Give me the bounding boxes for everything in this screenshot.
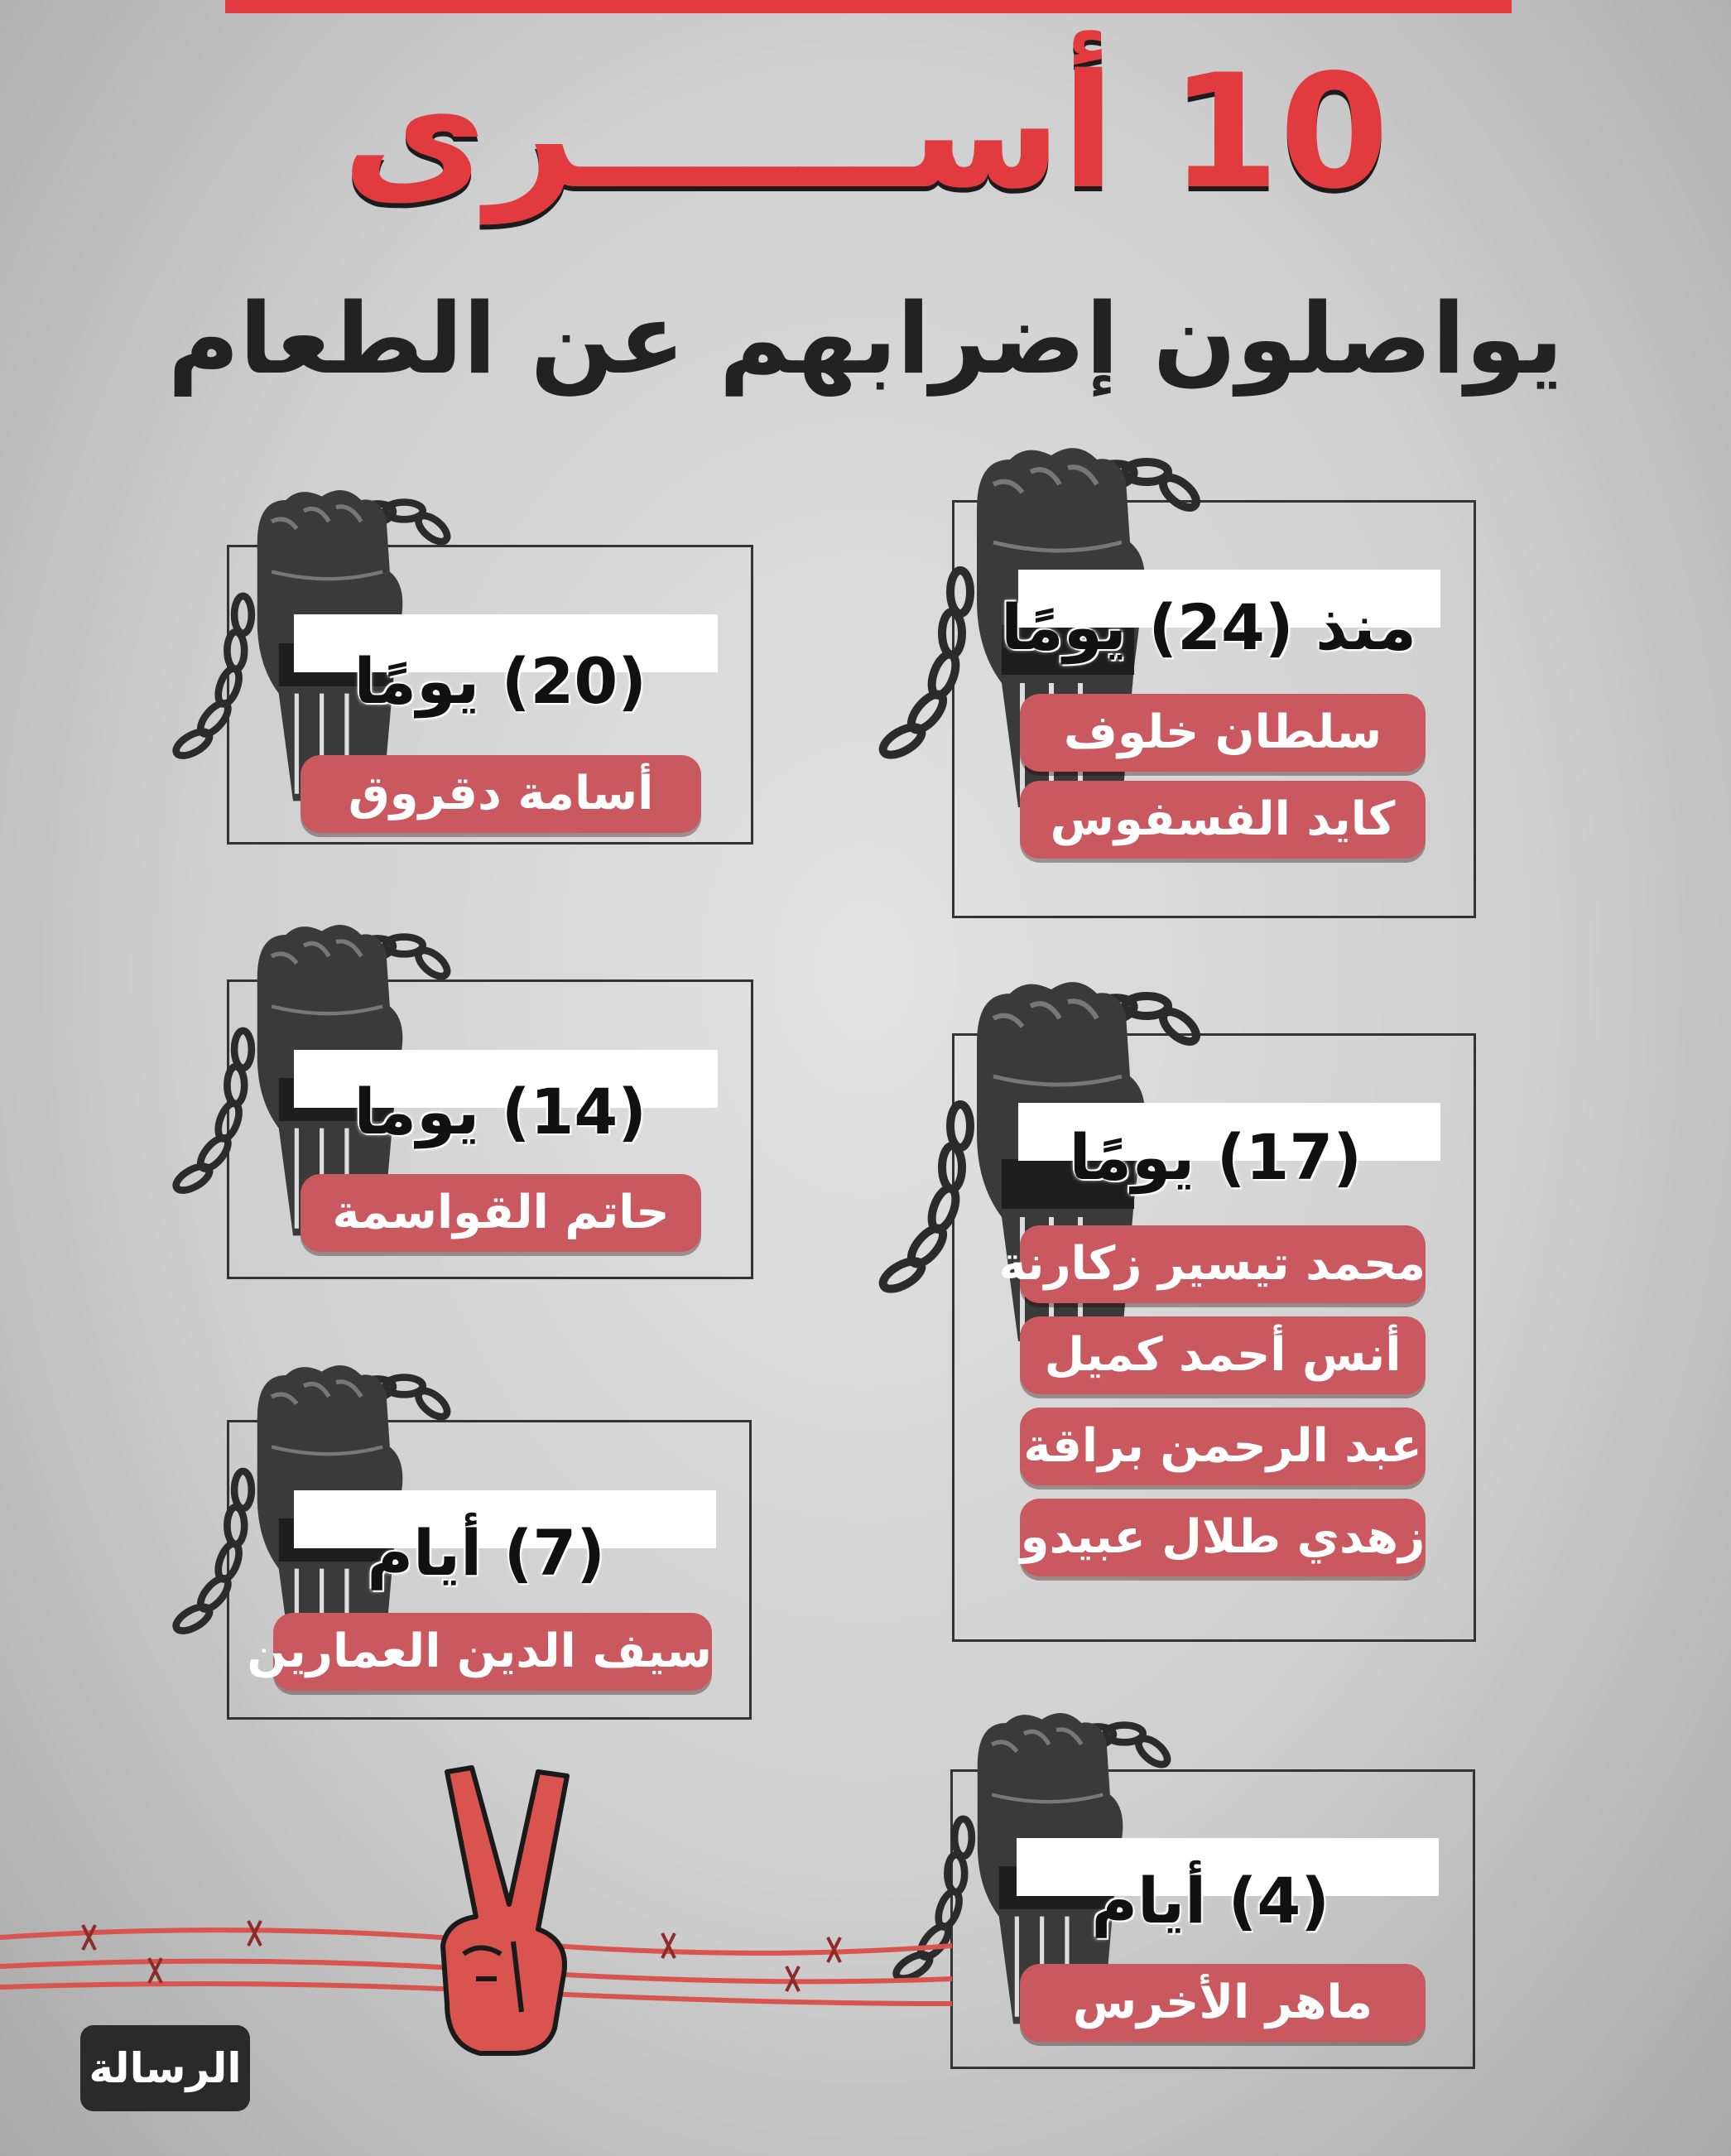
days-label: (4) أيام	[1091, 1864, 1330, 1937]
prisoner-name: عبد الرحمن براقة	[1020, 1408, 1426, 1485]
days-label: (17) يومًا	[1069, 1120, 1362, 1194]
prisoner-name: محمد تيسير زكارنة	[1020, 1225, 1426, 1303]
top-accent-bar	[225, 0, 1512, 13]
prisoner-name: أسامة دقروق	[301, 755, 701, 833]
subheadline: يواصلون إضرابهم عن الطعام	[167, 282, 1564, 396]
prisoner-name: سيف الدين العمارين	[273, 1613, 712, 1691]
headline: 10 أســــــرى	[342, 41, 1389, 224]
brand-logo: الرسالة	[80, 2025, 250, 2111]
days-label: (7) أيام	[367, 1516, 605, 1590]
prisoner-name: حاتم القواسمة	[301, 1174, 701, 1252]
days-label: منذ (24) يومًا	[1001, 590, 1416, 664]
prisoner-name: أنس أحمد كميل	[1020, 1316, 1426, 1394]
days-label: (14) يوما	[353, 1075, 647, 1148]
days-label: (20) يومًا	[353, 644, 647, 718]
victory-hand-icon	[430, 1764, 596, 2062]
prisoner-name: سلطان خلوف	[1020, 694, 1426, 772]
prisoner-name: زهدي طلال عبيدو	[1020, 1499, 1426, 1576]
prisoner-name: كايد الفسفوس	[1020, 781, 1426, 859]
prisoner-name: ماهر الأخرس	[1020, 1964, 1426, 2042]
